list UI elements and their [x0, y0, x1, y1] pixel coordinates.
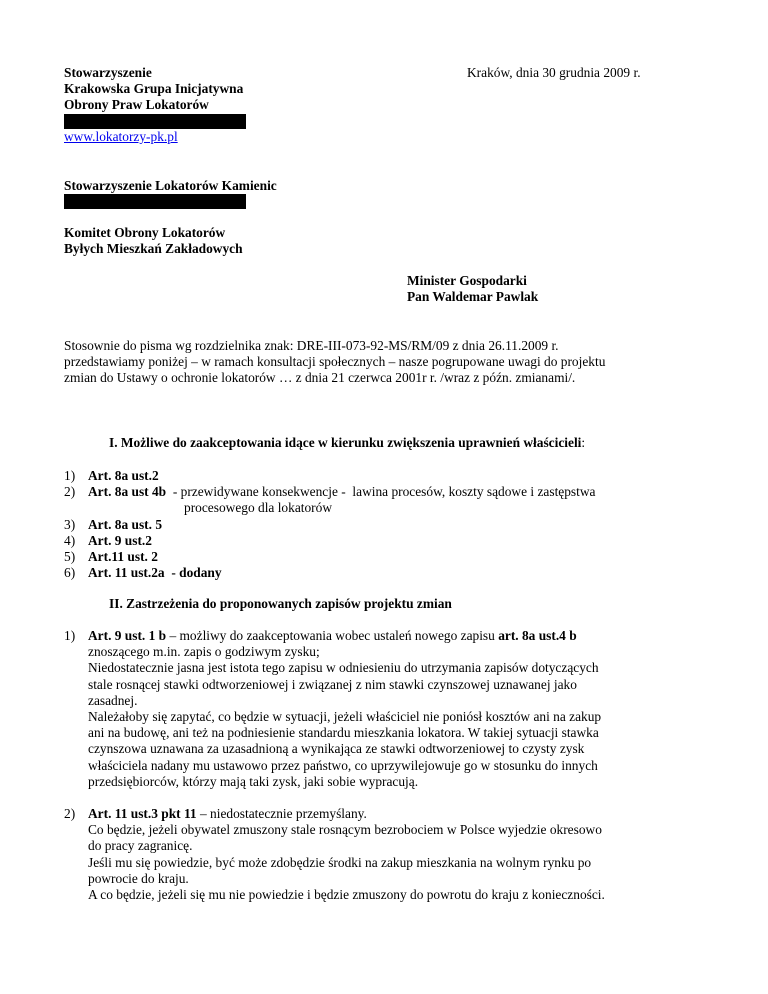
recipient-line-2: Pan Waldemar Pawlak [407, 289, 539, 305]
point-line: Niedostatecznie jasna jest istota tego zapisu w odniesieniu do utrzymania zapisów dotyczących [88, 660, 599, 676]
point-line: znoszącego m.in. zapis o godziwym zysku; [88, 644, 320, 660]
section-2-points [64, 628, 744, 903]
point-line: stale rosnącej stawki odtworzeniowej i związanej z nim stawki czynszowej uznawanej jako [88, 676, 577, 692]
list-item [64, 533, 595, 549]
point-line: ani na budowę, ani też na podniesienie standardu mieszkania lokatora. W takiej sytuacji stawka [88, 725, 599, 741]
intro-line: przedstawiamy poniżej – w ramach konsultacji społecznych – nasze pogrupowane uwagi do projektu [64, 354, 606, 370]
letter-date: Kraków, dnia 30 grudnia 2009 r. [467, 65, 641, 80]
point-line: Należałoby się zapytać, co będzie w sytuacji, jeżeli właściciel nie poniósł kosztów ani na zakup [88, 709, 602, 725]
list-item-note-continuation: procesowego dla lokatorów [184, 500, 332, 516]
list-item [64, 468, 595, 484]
list-item [64, 565, 595, 581]
point-body [88, 628, 601, 790]
section-2-point-2 [64, 806, 744, 903]
intro-paragraph [64, 338, 719, 387]
section-1-heading [109, 435, 585, 451]
point-line: zasadnej. [88, 692, 138, 708]
sender-line-3: Obrony Praw Lokatorów [64, 97, 209, 113]
org3-line-1: Komitet Obrony Lokatorów [64, 225, 226, 241]
point-article-ref: art. 8a ust.4 b [498, 628, 577, 643]
org2-name: Stowarzyszenie Lokatorów Kamienic [64, 177, 277, 193]
section-1-list [64, 468, 595, 581]
intro-line: Stosownie do pisma wg rozdzielnika znak: DRE-III-073-92-MS/RM/09 z dnia 26.11.2009 r. [64, 338, 559, 353]
point-line: A co będzie, jeżeli się mu nie powiedzie i będzie zmuszony do powrotu do kraju z konieczności. [88, 887, 605, 903]
redacted-address [64, 114, 246, 129]
point-body [88, 806, 605, 903]
list-item [64, 484, 595, 500]
section-2-title: . Zastrzeżenia do proponowanych zapisów projektu zmian [119, 596, 452, 611]
list-item [64, 517, 595, 533]
point-article: Art. 9 ust. 1 b [88, 628, 167, 643]
point-lead-text: – niedostatecznie przemyślany. [196, 806, 367, 822]
intro-line: zmian do Ustawy o ochronie lokatorów … z dnia 21 czerwca 2001r r. /wraz z późn. zmianami/. [64, 370, 576, 386]
point-line: do pracy zagranicę. [88, 838, 193, 854]
list-item-article: Art. 8a ust.2 [88, 468, 159, 483]
point-number: 1) [64, 628, 76, 643]
list-item-article: Art. 8a ust 4b [88, 484, 167, 500]
list-item-number: 3) [64, 516, 76, 532]
redacted-org2-address [64, 194, 246, 209]
sender-block [64, 65, 364, 257]
website-link[interactable]: www.lokatorzy-pk.pl [64, 128, 178, 144]
point-line: Jeśli mu się powiedzie, być może zdobędzie środki na zakup mieszkania na wolnym rynku po [88, 854, 592, 870]
point-lead [88, 628, 601, 644]
list-item-number: 1) [64, 468, 76, 483]
point-article: Art. 11 ust.3 pkt 11 [88, 806, 197, 822]
list-item-article: Art. 9 ust.2 [88, 532, 152, 548]
point-lead [88, 806, 605, 822]
sender-line-1: Stowarzyszenie [64, 65, 152, 80]
section-1-colon: : [581, 435, 586, 450]
point-line: przedsiębiorców, którzy mają taki zysk, jaki sobie wypracują. [88, 773, 419, 789]
point-line: powrocie do kraju. [88, 870, 189, 886]
list-item-article: Art.11 ust. 2 [88, 549, 158, 565]
org3-line-2: Byłych Mieszkań Zakładowych [64, 241, 243, 257]
section-2-heading [109, 596, 452, 612]
list-item-number: 2) [64, 484, 76, 500]
point-number: 2) [64, 806, 76, 822]
section-1-title: I. Możliwe do zaakceptowania idące w kierunku zwiększenia uprawnień właścicieli [109, 435, 582, 450]
section-2-point-1 [64, 628, 744, 790]
list-item-article: Art. 11 ust.2a - dodany [88, 565, 222, 581]
list-item-article: Art. 8a ust. 5 [88, 516, 163, 532]
point-line: Co będzie, jeżeli obywatel zmuszony stale rosnącym bezrobociem w Polsce wyjedzie okresowo [88, 822, 602, 838]
recipient-line-1: Minister Gospodarki [407, 273, 527, 288]
sender-line-2: Krakowska Grupa Inicjatywna [64, 81, 244, 97]
list-item [64, 549, 595, 565]
point-lead-text: – możliwy do zaakceptowania wobec ustaleń nowego zapisu [166, 628, 499, 643]
recipient-block [407, 273, 538, 305]
point-line: czynszowa uznawana za uzasadnioną a wynikająca ze stawki odtworzeniowej to czysty zysk [88, 741, 585, 757]
point-line: właściciela nadany mu ustawowo przez państwo, co uprzywilejowuje go w stosunku do innych [88, 757, 598, 773]
list-item-number: 4) [64, 532, 76, 548]
list-item-number: 5) [64, 549, 76, 565]
list-item-number: 6) [64, 565, 76, 581]
section-2-number: II [109, 596, 120, 611]
list-item-note: - przewidywane konsekwencje - lawina procesów, koszty sądowe i zastępstwa [166, 484, 596, 500]
